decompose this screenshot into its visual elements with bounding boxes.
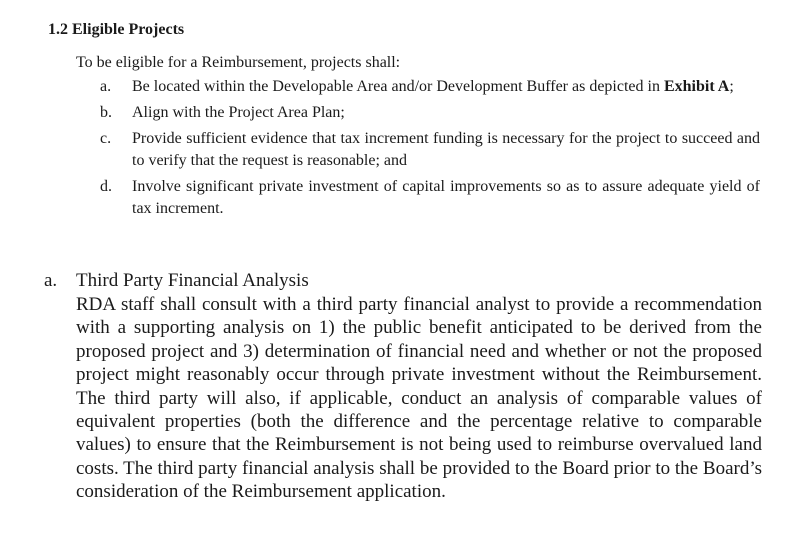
analysis-title	[44, 269, 762, 293]
analysis-body: RDA staff shall consult with a third party financial analyst to provide a recommendation with a supporting analysis on 1) the public benefit anticipated to be derived from the proposed project and 3) determination of financial need and whether or not the proposed project might reasonably occur through private investment without the Reimbursement. The third party will also, if applicable, conduct an analysis of comparable values of equivalent properties (both the difference and the percentage relative to comparable values) to ensure that the Reimbursement is not being used to reimburse overvalued land costs. The third party financial analysis shall be provided to the Board prior to the Board’s consideration of the Reimbursement application.	[76, 294, 762, 503]
criteria-text	[132, 76, 760, 98]
criteria-item-d	[100, 176, 760, 220]
criteria-text-end: ;	[729, 78, 734, 95]
criteria-text: Provide sufficient evidence that tax increment funding is necessary for the project to succeed and to verify that the request is reasonable; and	[132, 130, 760, 169]
eligibility-criteria-list	[100, 76, 760, 224]
criteria-text-main: Be located within the Developable Area and/or Development Buffer as depicted in	[132, 78, 664, 95]
list-marker: d.	[100, 178, 112, 195]
criteria-item-a	[100, 76, 760, 98]
third-party-analysis-section	[44, 269, 762, 504]
criteria-text: Align with the Project Area Plan;	[132, 104, 345, 121]
criteria-item-c	[100, 128, 760, 172]
list-marker: c.	[100, 130, 112, 147]
criteria-item-b	[100, 102, 760, 124]
section-heading: 1.2 Eligible Projects	[48, 21, 185, 38]
analysis-title-text: Third Party Financial Analysis	[76, 270, 309, 291]
exhibit-reference: Exhibit A	[663, 78, 730, 95]
list-marker: a.	[100, 78, 112, 95]
list-marker: a.	[44, 270, 58, 291]
intro-paragraph: To be eligible for a Reimbursement, projects shall:	[76, 54, 401, 71]
criteria-text: Involve significant private investment of capital improvements so as to assure adequate yield of tax increment.	[132, 178, 760, 217]
list-marker: b.	[100, 104, 112, 121]
